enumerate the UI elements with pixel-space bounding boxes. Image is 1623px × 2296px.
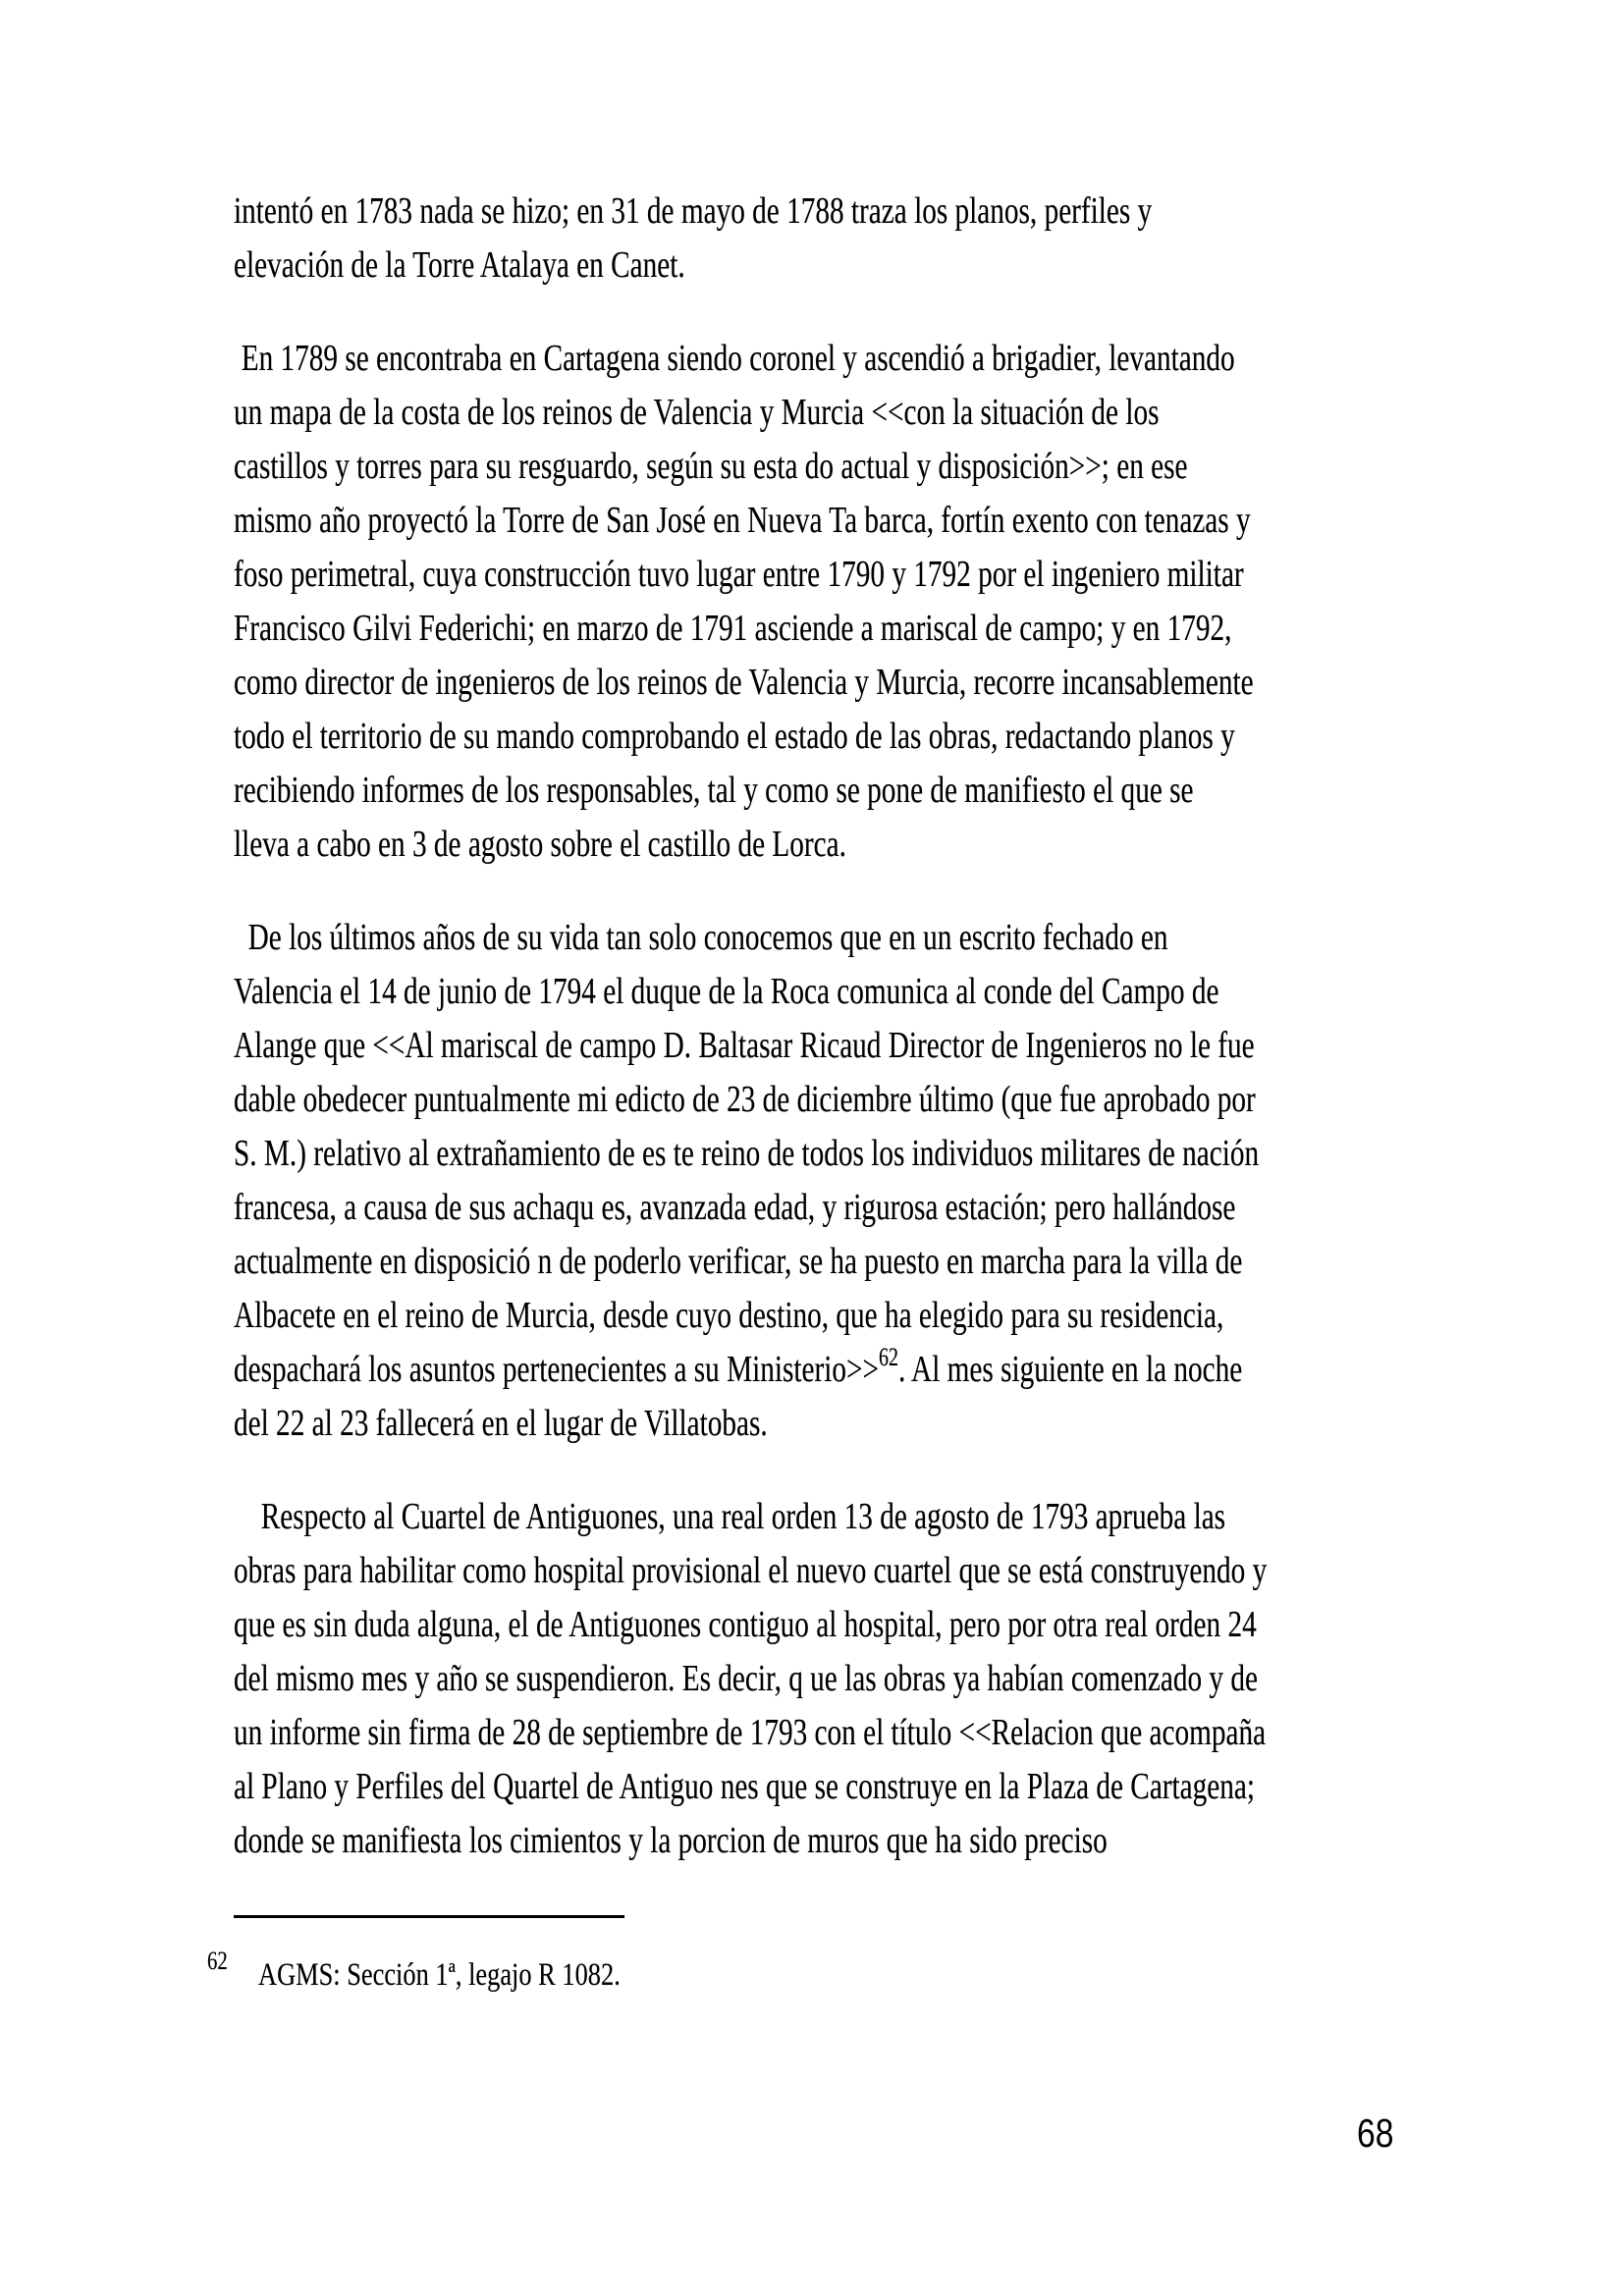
page-number: 68	[1357, 2110, 1394, 2156]
text-segment: despachará los asuntos pertenecientes a su Ministerio>>	[234, 1349, 880, 1390]
paragraph-lines	[234, 332, 1540, 872]
text-line: un mapa de la costa de los reinos de Valencia y Murcia <<con la situación de los	[234, 392, 1160, 433]
footnote-ref: 62	[879, 1343, 899, 1371]
text-line: intentó en 1783 nada se hizo; en 31 de mayo de 1788 traza los planos, perfiles y	[234, 190, 1153, 232]
text-line: un informe sin firma de 28 de septiembre de 1793 con el título <<Relacion que acompaña	[234, 1712, 1267, 1753]
paragraph-3	[234, 911, 1540, 1451]
footnote-marker: 62	[207, 1947, 228, 1975]
text-line: recibiendo informes de los responsables, tal y como se pone de manifiesto el que se	[234, 770, 1194, 811]
footnote-separator	[234, 1915, 624, 1918]
text-line: S. M.) relativo al extrañamiento de es te reino de todos los individuos militares de nación	[234, 1133, 1260, 1174]
text-line: al Plano y Perfiles del Quartel de Antiguo nes que se construye en la Plaza de Cartagena;	[234, 1766, 1256, 1807]
text-line: donde se manifiesta los cimientos y la porcion de muros que ha sido preciso	[234, 1820, 1108, 1861]
paragraph-4	[234, 1490, 1540, 1868]
text-line-with-footnote-ref	[234, 1343, 1243, 1397]
text-line: elevación de la Torre Atalaya en Canet.	[234, 244, 685, 286]
text-line: foso perimetral, cuya construcción tuvo lugar entre 1790 y 1792 por el ingeniero militar	[234, 554, 1244, 595]
text-line: del mismo mes y año se suspendieron. Es decir, q ue las obras ya habían comenzado y de	[234, 1658, 1258, 1699]
footnote-text: AGMS: Sección 1ª, legajo R 1082.	[258, 1957, 621, 1993]
text-line: Albacete en el reino de Murcia, desde cuyo destino, que ha elegido para su residencia,	[234, 1295, 1224, 1336]
text-line: francesa, a causa de sus achaqu es, avanzada edad, y rigurosa estación; pero hallándose	[234, 1187, 1236, 1228]
text-line: Francisco Gilvi Federichi; en marzo de 1791 asciende a mariscal de campo; y en 1792,	[234, 608, 1232, 649]
text-line: lleva a cabo en 3 de agosto sobre el castillo de Lorca.	[234, 824, 846, 865]
text-line: que es sin duda alguna, el de Antiguones contiguo al hospital, pero por otra real orden 24	[234, 1604, 1257, 1645]
paragraph-2	[234, 332, 1540, 872]
paragraph-1	[234, 185, 1540, 293]
paragraph-lines	[234, 185, 1540, 293]
body-text	[234, 185, 1540, 1868]
text-line: dable obedecer puntualmente mi edicto de 23 de diciembre último (que fue aprobado por	[234, 1079, 1256, 1120]
text-line: Respecto al Cuartel de Antiguones, una real orden 13 de agosto de 1793 aprueba las	[260, 1496, 1226, 1537]
text-segment: . Al mes siguiente en la noche	[898, 1349, 1243, 1390]
text-line: todo el territorio de su mando comprobando el estado de las obras, redactando planos y	[234, 716, 1235, 757]
paragraph-lines	[234, 911, 1540, 1343]
text-line: Alange que <<Al mariscal de campo D. Baltasar Ricaud Director de Ingenieros no le fue	[234, 1025, 1255, 1066]
text-line: En 1789 se encontraba en Cartagena siendo coronel y ascendió a brigadier, levantando	[241, 338, 1235, 379]
text-line: mismo año proyectó la Torre de San José en Nueva Ta barca, fortín exento con tenazas y	[234, 500, 1251, 541]
paragraph-lines	[234, 1490, 1540, 1868]
footnote	[207, 1947, 621, 1995]
text-line: actualmente en disposició n de poderlo verificar, se ha puesto en marcha para la villa de	[234, 1241, 1243, 1282]
text-line: castillos y torres para su resguardo, según su esta do actual y disposición>>; en ese	[234, 446, 1188, 487]
text-line: obras para habilitar como hospital provisional el nuevo cuartel que se está construyendo y	[234, 1550, 1268, 1591]
text-line: del 22 al 23 fallecerá en el lugar de Villatobas.	[234, 1403, 768, 1444]
text-line: Valencia el 14 de junio de 1794 el duque de la Roca comunica al conde del Campo de	[234, 971, 1219, 1012]
text-line: De los últimos años de su vida tan solo conocemos que en un escrito fechado en	[247, 917, 1168, 958]
text-line: como director de ingenieros de los reinos de Valencia y Murcia, recorre incansablemente	[234, 662, 1254, 703]
